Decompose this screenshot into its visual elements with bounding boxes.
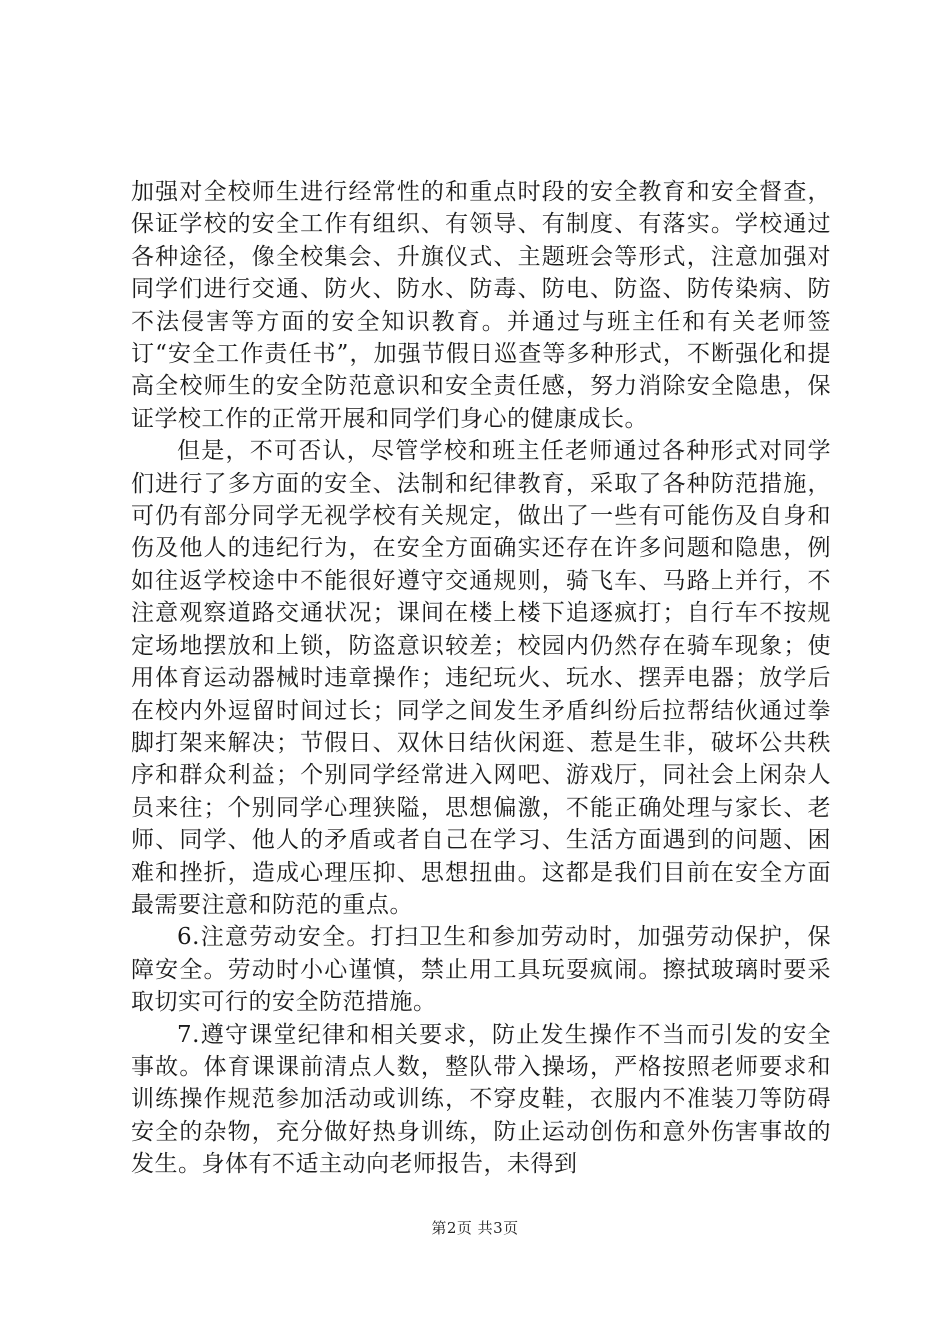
document-body: [131, 176, 831, 1181]
paragraph-1: 加强对全校师生进行经常性的和重点时段的安全教育和安全督查，保证学校的安全工作有组织、有领导、有制度、有落实。学校通过各种途径，像全校集会、升旗仪式、主题班会等形式，注意加强对同学们进行交通、防火、防水、防毒、防电、防盗、防传染病、防不法侵害等方面的安全知识教育。并通过与班主任和有关老师签订“安全工作责任书”，加强节假日巡查等多种形式，不断强化和提高全校师生的安全防范意识和安全责任感，努力消除安全隐患，保证学校工作的正常开展和同学们身心的健康成长。: [131, 179, 831, 432]
paragraph-2: 但是，不可否认，尽管学校和班主任老师通过各种形式对同学们进行了多方面的安全、法制和纪律教育，采取了各种防范措施，可仍有部分同学无视学校有关规定，做出了一些有可能伤及自身和伤及他人的违纪行为，在安全方面确实还存在许多问题和隐患，例如往返学校途中不能很好遵守交通规则，骑飞车、马路上并行，不注意观察道路交通状况；课间在楼上楼下追逐疯打；自行车不按规定场地摆放和上锁，防盗意识较差；校园内仍然存在骑车现象；使用体育运动器械时违章操作；违纪玩火、玩水、摆弄电器；放学后在校内外逗留时间过长；同学之间发生矛盾纠纷后拉帮结伙通过拳脚打架来解决；节假日、双休日结伙闲逛、惹是生非，破坏公共秩序和群众利益；个别同学经常进入网吧、游戏厅，同社会上闲杂人员来往；个别同学心理狭隘，思想偏激，不能正确处理与家长、老师、同学、他人的矛盾或者自己在学习、生活方面遇到的问题、困难和挫折，造成心理压抑、思想扭曲。这都是我们目前在安全方面最需要注意和防范的重点。: [131, 438, 831, 918]
paragraph-4: 7.遵守课堂纪律和相关要求，防止发生操作不当而引发的安全事故。体育课课前清点人数，整队带入操场，严格按照老师要求和训练操作规范参加活动或训练，不穿皮鞋，衣服内不准装刀等防碍安全的杂物，充分做好热身训练，防止运动创伤和意外伤害事故的发生。身体有不适主动向老师报告，未得到: [131, 1021, 831, 1178]
paragraph-3: 6.注意劳动安全。打扫卫生和参加劳动时，加强劳动保护，保障安全。劳动时小心谨慎，禁止用工具玩耍疯闹。擦拭玻璃时要采取切实可行的安全防范措施。: [131, 924, 831, 1016]
page-number-footer: 第2页 共3页: [431, 1219, 519, 1237]
